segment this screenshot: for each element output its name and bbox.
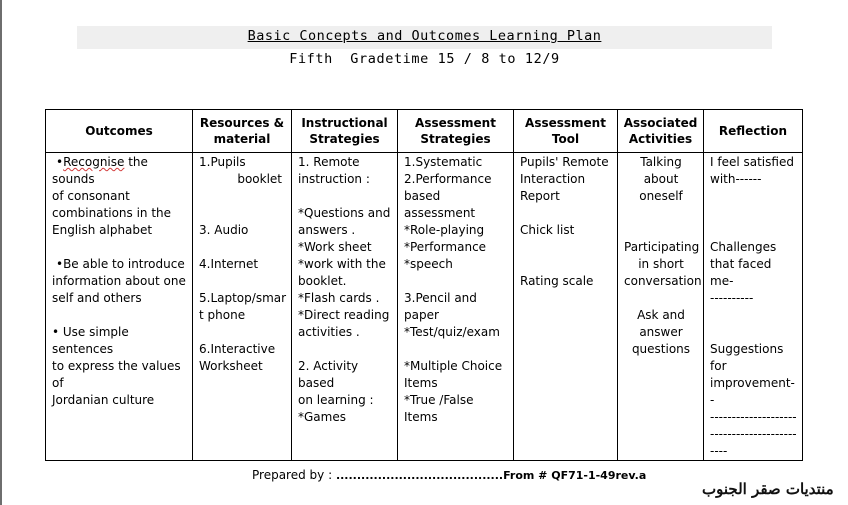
reflection-line: improvement-- <box>710 376 795 407</box>
blank-line <box>710 205 797 222</box>
outcome-line: English alphabet <box>52 223 153 237</box>
reflection-line: Suggestions for <box>710 342 784 373</box>
header-instructional-strategies <box>292 110 398 153</box>
strategy-line: *Questions and <box>298 206 391 220</box>
blank-line <box>404 273 508 290</box>
blank-line <box>199 188 286 205</box>
assessment-line: paper <box>404 308 439 322</box>
form-number: ........................................From # QF71-1-49rev.a <box>335 469 647 482</box>
assessment-line: *Test/quiz/exam <box>404 325 500 339</box>
outcome-text: the sounds <box>52 155 148 186</box>
cell-outcomes <box>46 153 193 461</box>
blank-line <box>199 273 286 290</box>
outcome-line: • Use simple sentences <box>52 325 129 356</box>
header-text: Instructional <box>301 116 388 130</box>
outcome-line: to express the values of <box>52 359 181 390</box>
blank-line <box>710 188 797 205</box>
outcome-line: self and others <box>52 291 142 305</box>
tool-line: Chick list <box>520 223 575 237</box>
activity-line: about <box>643 172 679 186</box>
reflection-line: I feel satisfied <box>710 155 794 169</box>
table-row <box>46 153 803 461</box>
resource-line: Worksheet <box>199 359 263 373</box>
document-subtitle: Fifth Gradetime 15 / 8 to 12/9 <box>289 51 560 67</box>
assessment-line: *True /False Items <box>404 393 474 424</box>
header-text: Assessment <box>415 116 496 130</box>
blank-line <box>199 324 286 341</box>
assessment-line: 2.Performance <box>404 172 492 186</box>
blank-line <box>624 222 698 239</box>
blank-line <box>199 205 286 222</box>
strategy-line: booklet. <box>298 274 347 288</box>
activity-line: questions <box>631 342 691 356</box>
strategy-line: 2. Activity based <box>298 359 359 390</box>
prepared-label: Prepared by : <box>252 468 336 482</box>
bullet: • <box>56 155 64 169</box>
blank-line <box>710 222 797 239</box>
assessment-line: *speech <box>404 257 453 271</box>
resource-line: t phone <box>199 308 246 322</box>
assessment-line: 1.Systematic <box>404 155 483 169</box>
header-text: material <box>213 132 271 146</box>
outcome-line: information about one <box>52 274 186 288</box>
blank-line <box>298 188 392 205</box>
header-text: Strategies <box>420 132 491 146</box>
header-text: Outcomes <box>85 124 153 138</box>
blank-line <box>404 341 508 358</box>
header-text: Assessment <box>525 116 606 130</box>
document-title: Basic Concepts and Outcomes Learning Plan <box>247 28 602 44</box>
cell-assessment-tool <box>514 153 618 461</box>
blank-line <box>298 341 392 358</box>
table-header-row <box>46 110 803 153</box>
resource-line: 5.Laptop/smar <box>199 291 287 305</box>
reflection-line: Challenges <box>710 240 777 254</box>
header-text: Resources & <box>199 116 285 130</box>
blank-line <box>52 239 187 256</box>
strategy-line: *work with the <box>298 257 386 271</box>
watermark-text: منتديات صقر الجنوب <box>702 480 834 498</box>
blank-line <box>52 307 187 324</box>
header-outcomes <box>46 110 193 153</box>
assessment-line: 3.Pencil and <box>404 291 477 305</box>
assessment-line: *Performance <box>404 240 487 254</box>
header-reflection <box>704 110 803 153</box>
blank-line <box>520 256 612 273</box>
resource-line: booklet <box>237 172 282 186</box>
strategy-line: on learning : <box>298 393 374 407</box>
reflection-line: ---- <box>710 444 728 458</box>
strategy-line: *Direct reading <box>298 308 390 322</box>
assessment-line: *Role-playing <box>404 223 485 237</box>
blank-line <box>520 205 612 222</box>
activity-line: answer <box>639 325 683 339</box>
strategy-line: 1. Remote <box>298 155 360 169</box>
strategy-line: *Flash cards . <box>298 291 380 305</box>
cell-assessment-strategies <box>398 153 514 461</box>
header-text: Associated <box>623 116 698 130</box>
reflection-line: that faced me- <box>710 257 772 288</box>
tool-line: Report <box>520 189 560 203</box>
header-text: Activities <box>628 132 693 146</box>
blank-line <box>710 324 797 341</box>
outcome-line: •Be able to introduce <box>56 257 185 271</box>
resource-line: 4.Internet <box>199 257 259 271</box>
assessment-line: *Multiple Choice <box>404 359 503 373</box>
resource-line: 6.Interactive <box>199 342 276 356</box>
activity-line: in short <box>638 257 684 271</box>
header-resources <box>193 110 292 153</box>
resource-line: 1.Pupils <box>199 155 246 169</box>
outcome-line: combinations in the <box>52 206 172 220</box>
strategy-line: activities . <box>298 325 360 339</box>
blank-line <box>710 307 797 324</box>
strategy-line: answers . <box>298 223 356 237</box>
strategy-line: *Work sheet <box>298 240 372 254</box>
resource-line: 3. Audio <box>199 223 249 237</box>
blank-line <box>624 205 698 222</box>
reflection-line: -------------------- <box>710 427 797 441</box>
activity-line: Participating <box>624 240 700 254</box>
header-associated-activities <box>618 110 704 153</box>
header-text: Reflection <box>718 124 788 138</box>
header-text: Strategies <box>309 132 380 146</box>
reflection-line: ---------- <box>710 291 754 305</box>
strategy-line: instruction : <box>298 172 370 186</box>
assessment-line: based assessment <box>404 189 476 220</box>
blank-line <box>624 290 698 307</box>
header-assessment-strategies <box>398 110 514 153</box>
learning-plan-table <box>45 109 803 461</box>
footer-prepared-by <box>252 468 646 482</box>
blank-line <box>199 239 286 256</box>
outcome-line: Jordanian culture <box>52 393 155 407</box>
header-text: Tool <box>551 132 580 146</box>
outcome-line: of consonant <box>52 189 130 203</box>
tool-line: Rating scale <box>520 274 594 288</box>
reflection-line: -------------------- <box>710 410 797 424</box>
cell-associated-activities <box>618 153 704 461</box>
activity-line: Talking <box>640 155 682 169</box>
reflection-line: with------ <box>710 172 762 186</box>
assessment-line: Items <box>404 376 438 390</box>
cell-reflection <box>704 153 803 461</box>
cell-resources <box>193 153 292 461</box>
activity-line: conversation <box>624 274 702 288</box>
cell-instructional-strategies <box>292 153 398 461</box>
strategy-line: *Games <box>298 410 346 424</box>
misspelled-word: Recognise <box>63 155 125 169</box>
header-assessment-tool <box>514 110 618 153</box>
left-border <box>0 0 2 505</box>
activity-line: oneself <box>639 189 683 203</box>
blank-line <box>520 239 612 256</box>
activity-line: Ask and <box>637 308 685 322</box>
tool-line: Pupils' Remote <box>520 155 609 169</box>
tool-line: Interaction <box>520 172 586 186</box>
outcome-line <box>52 154 187 188</box>
